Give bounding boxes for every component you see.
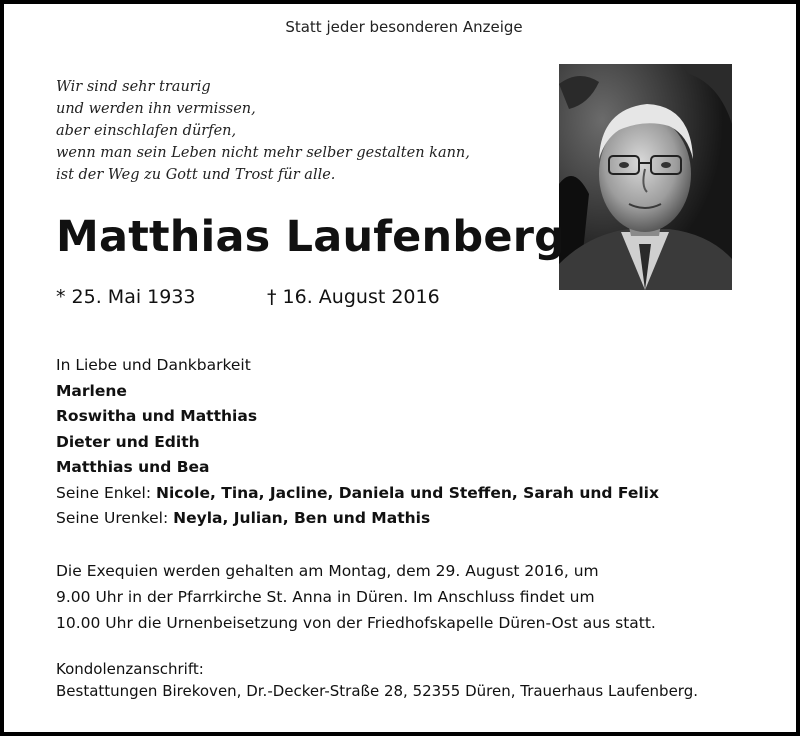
family-section [56, 353, 659, 532]
family-member: Marlene [56, 381, 127, 400]
great-grandchildren-line [56, 506, 659, 532]
great-grandchildren-label: Seine Urenkel: [56, 509, 169, 527]
family-member: Roswitha und Matthias [56, 407, 258, 425]
birth-date: * 25. Mai 1933 [56, 286, 196, 308]
poem-line: Wir sind sehr traurig [56, 79, 211, 95]
poem-line: ist der Weg zu Gott und Trost für alle. [56, 167, 336, 183]
address-text: Bestattungen Birekoven, Dr.-Decker-Straße 28, 52355 Düren, Trauerhaus Laufenberg. [56, 682, 698, 700]
memorial-poem [56, 76, 470, 186]
grandchildren-line [56, 481, 659, 507]
condolence-address [56, 658, 698, 702]
grandchildren-label: Seine Enkel: [56, 483, 152, 502]
funeral-service-info [56, 558, 656, 636]
family-member: Matthias und Bea [56, 458, 210, 476]
deceased-name: Matthias Laufenberg [56, 212, 566, 262]
portrait-image [559, 64, 732, 290]
poem-line: und werden ihn vermissen, [56, 101, 256, 117]
service-line: 10.00 Uhr die Urnenbeisetzung von der Friedhofskapelle Düren-Ost aus statt. [56, 614, 656, 632]
service-line: Die Exequien werden gehalten am Montag, dem 29. August 2016, um [56, 562, 599, 580]
portrait-photo [559, 64, 732, 290]
address-label: Kondolenzanschrift: [56, 660, 204, 678]
death-date: † 16. August 2016 [267, 286, 440, 308]
family-member: Dieter und Edith [56, 432, 200, 451]
family-intro: In Liebe und Dankbarkeit [56, 356, 251, 374]
grandchildren-names: Nicole, Tina, Jacline, Daniela und Steffen, Sarah und Felix [156, 483, 659, 502]
poem-line: aber einschlafen dürfen, [56, 123, 237, 139]
service-line: 9.00 Uhr in der Pfarrkirche St. Anna in Düren. Im Anschluss findet um [56, 588, 595, 606]
great-grandchildren-names: Neyla, Julian, Ben und Mathis [173, 509, 431, 527]
poem-line: wenn man sein Leben nicht mehr selber gestalten kann, [56, 145, 470, 161]
notice-header: Statt jeder besonderen Anzeige [285, 18, 523, 36]
